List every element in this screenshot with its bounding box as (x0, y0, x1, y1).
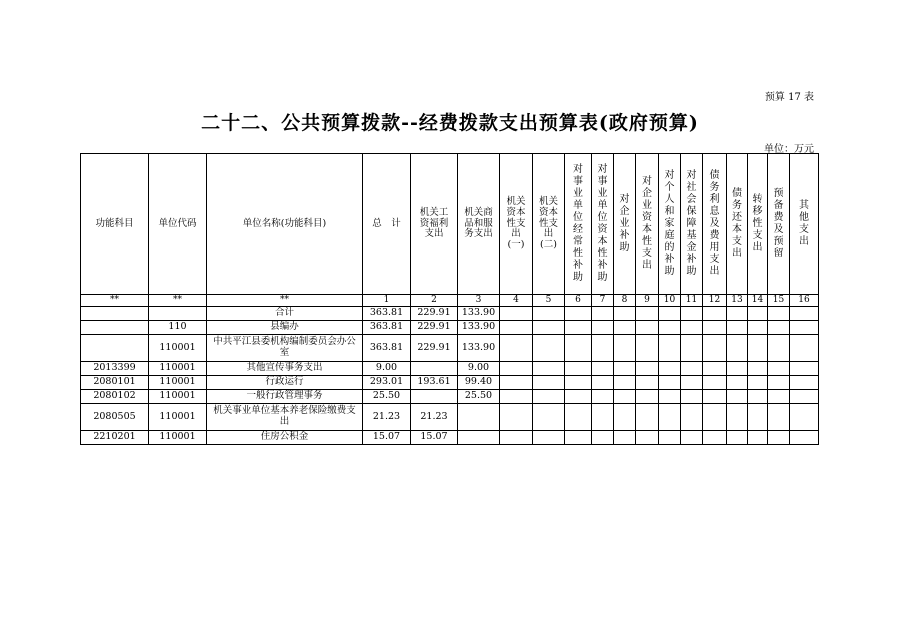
column-number-row (81, 295, 819, 307)
empty-cell (533, 431, 565, 445)
empty-cell (500, 321, 533, 335)
col-unit-code: 单位代码 (149, 154, 207, 295)
wages-cell (411, 362, 458, 376)
empty-cell (636, 376, 659, 390)
empty-cell (592, 335, 614, 362)
col-number: 8 (614, 295, 636, 307)
empty-cell (703, 335, 727, 362)
empty-cell (790, 307, 819, 321)
empty-cell (727, 307, 748, 321)
total-cell: 9.00 (363, 362, 411, 376)
unit-code-cell: 110001 (149, 362, 207, 376)
total-cell: 363.81 (363, 321, 411, 335)
empty-cell (614, 431, 636, 445)
empty-cell (703, 390, 727, 404)
empty-cell (636, 335, 659, 362)
empty-cell (703, 376, 727, 390)
empty-cell (748, 376, 768, 390)
empty-cell (565, 376, 592, 390)
empty-cell (592, 307, 614, 321)
col-number: 3 (458, 295, 500, 307)
unit-name-cell: 县编办 (207, 321, 363, 335)
col-goods-services: 机关商品和服务支出 (458, 154, 500, 295)
empty-cell (768, 431, 790, 445)
function-code-cell: 2080505 (81, 404, 149, 431)
goods-cell: 9.00 (458, 362, 500, 376)
empty-cell (727, 404, 748, 431)
col-number: ** (81, 295, 149, 307)
empty-cell (727, 362, 748, 376)
empty-cell (565, 335, 592, 362)
empty-cell (659, 390, 681, 404)
function-code-cell: 2080101 (81, 376, 149, 390)
col-capital-2: 机关资本性支出(二) (533, 154, 565, 295)
empty-cell (748, 321, 768, 335)
total-cell: 15.07 (363, 431, 411, 445)
unit-code-cell: 110 (149, 321, 207, 335)
col-total: 总 计 (363, 154, 411, 295)
empty-cell (533, 307, 565, 321)
empty-cell (565, 307, 592, 321)
empty-cell (659, 335, 681, 362)
col-number: 6 (565, 295, 592, 307)
empty-cell (703, 431, 727, 445)
total-cell: 363.81 (363, 307, 411, 321)
empty-cell (703, 321, 727, 335)
empty-cell (592, 376, 614, 390)
empty-cell (681, 404, 703, 431)
empty-cell (636, 390, 659, 404)
unit-name-cell: 中共平江县委机构编制委员会办公室 (207, 335, 363, 362)
empty-cell (533, 376, 565, 390)
unit-name-cell: 其他宣传事务支出 (207, 362, 363, 376)
empty-cell (727, 431, 748, 445)
empty-cell (592, 390, 614, 404)
empty-cell (565, 431, 592, 445)
col-number: 9 (636, 295, 659, 307)
empty-cell (681, 390, 703, 404)
col-number: 5 (533, 295, 565, 307)
empty-cell (636, 307, 659, 321)
budget-table (80, 153, 819, 445)
total-cell: 363.81 (363, 335, 411, 362)
empty-cell (592, 321, 614, 335)
empty-cell (614, 376, 636, 390)
empty-cell (768, 376, 790, 390)
col-function-code: 功能科目 (81, 154, 149, 295)
col-transfer: 转移性支出 (748, 154, 768, 295)
col-household-subsidy: 对个人和家庭的补助 (659, 154, 681, 295)
header-row (81, 154, 819, 295)
wages-cell: 229.91 (411, 307, 458, 321)
empty-cell (703, 307, 727, 321)
wages-cell: 193.61 (411, 376, 458, 390)
empty-cell (768, 321, 790, 335)
empty-cell (727, 376, 748, 390)
col-social-security-fund: 对社会保障基金补助 (681, 154, 703, 295)
empty-cell (748, 362, 768, 376)
unit-name-cell: 机关事业单位基本养老保险缴费支出 (207, 404, 363, 431)
empty-cell (592, 362, 614, 376)
table-row (81, 404, 819, 431)
empty-cell (592, 431, 614, 445)
empty-cell (500, 376, 533, 390)
empty-cell (500, 404, 533, 431)
empty-cell (565, 404, 592, 431)
empty-cell (727, 335, 748, 362)
unit-code-cell: 110001 (149, 335, 207, 362)
col-number: 7 (592, 295, 614, 307)
col-number: 1 (363, 295, 411, 307)
empty-cell (659, 307, 681, 321)
unit-name-cell: 住房公积金 (207, 431, 363, 445)
goods-cell: 133.90 (458, 307, 500, 321)
function-code-cell: 2013399 (81, 362, 149, 376)
empty-cell (500, 390, 533, 404)
total-cell: 25.50 (363, 390, 411, 404)
empty-cell (659, 404, 681, 431)
empty-cell (659, 431, 681, 445)
empty-cell (790, 376, 819, 390)
col-other: 其他支出 (790, 154, 819, 295)
goods-cell: 99.40 (458, 376, 500, 390)
col-number: ** (149, 295, 207, 307)
empty-cell (768, 362, 790, 376)
col-number: 2 (411, 295, 458, 307)
table-row (81, 431, 819, 445)
wages-cell: 15.07 (411, 431, 458, 445)
function-code-cell: 2210201 (81, 431, 149, 445)
empty-cell (748, 390, 768, 404)
empty-cell (681, 376, 703, 390)
empty-cell (790, 390, 819, 404)
empty-cell (659, 376, 681, 390)
empty-cell (790, 335, 819, 362)
table-row (81, 321, 819, 335)
col-number: 12 (703, 295, 727, 307)
empty-cell (681, 321, 703, 335)
total-cell: 21.23 (363, 404, 411, 431)
goods-cell: 133.90 (458, 335, 500, 362)
empty-cell (703, 362, 727, 376)
empty-cell (790, 321, 819, 335)
col-debt-interest: 债务利息及费用支出 (703, 154, 727, 295)
empty-cell (727, 321, 748, 335)
empty-cell (592, 404, 614, 431)
empty-cell (636, 362, 659, 376)
col-reserve: 预备费及预留 (768, 154, 790, 295)
empty-cell (636, 431, 659, 445)
col-number: 14 (748, 295, 768, 307)
empty-cell (614, 307, 636, 321)
empty-cell (748, 307, 768, 321)
empty-cell (533, 321, 565, 335)
empty-cell (768, 390, 790, 404)
col-number: 4 (500, 295, 533, 307)
goods-cell (458, 431, 500, 445)
col-number: 11 (681, 295, 703, 307)
col-enterprise-capital: 对企业资本性支出 (636, 154, 659, 295)
empty-cell (565, 362, 592, 376)
col-public-unit-subsidy: 对事业单位经常性补助 (565, 154, 592, 295)
empty-cell (614, 404, 636, 431)
unit-code-cell: 110001 (149, 376, 207, 390)
empty-cell (614, 362, 636, 376)
empty-cell (565, 321, 592, 335)
unit-code-cell: 110001 (149, 404, 207, 431)
goods-cell: 25.50 (458, 390, 500, 404)
col-number: ** (207, 295, 363, 307)
empty-cell (636, 404, 659, 431)
unit-name-cell: 合计 (207, 307, 363, 321)
col-public-unit-capital: 对事业单位资本性补助 (592, 154, 614, 295)
empty-cell (768, 335, 790, 362)
empty-cell (533, 390, 565, 404)
empty-cell (790, 404, 819, 431)
table-row (81, 362, 819, 376)
total-cell: 293.01 (363, 376, 411, 390)
goods-cell: 133.90 (458, 321, 500, 335)
table-row (81, 390, 819, 404)
wages-cell (411, 390, 458, 404)
document-title: 二十二、公共预算拨款--经费拨款支出预算表(政府预算) (201, 112, 699, 134)
empty-cell (614, 335, 636, 362)
empty-cell (500, 431, 533, 445)
wages-cell: 229.91 (411, 321, 458, 335)
empty-cell (681, 431, 703, 445)
empty-cell (703, 404, 727, 431)
table-row-total (81, 307, 819, 321)
function-code-cell (81, 321, 149, 335)
empty-cell (681, 307, 703, 321)
empty-cell (768, 404, 790, 431)
empty-cell (533, 404, 565, 431)
wages-cell: 21.23 (411, 404, 458, 431)
col-number: 10 (659, 295, 681, 307)
empty-cell (500, 335, 533, 362)
empty-cell (748, 335, 768, 362)
col-wages: 机关工资福利支出 (411, 154, 458, 295)
unit-name-cell: 一般行政管理事务 (207, 390, 363, 404)
empty-cell (614, 321, 636, 335)
col-enterprise-subsidy: 对企业补助 (614, 154, 636, 295)
table-row (81, 376, 819, 390)
col-number: 16 (790, 295, 819, 307)
unit-code-cell: 110001 (149, 390, 207, 404)
empty-cell (565, 390, 592, 404)
col-debt-principal: 债务还本支出 (727, 154, 748, 295)
function-code-cell (81, 335, 149, 362)
empty-cell (681, 362, 703, 376)
empty-cell (681, 335, 703, 362)
empty-cell (727, 390, 748, 404)
unit-code-cell: 110001 (149, 431, 207, 445)
function-code-cell: 2080102 (81, 390, 149, 404)
goods-cell (458, 404, 500, 431)
empty-cell (500, 362, 533, 376)
empty-cell (533, 335, 565, 362)
table-number: 预算 17 表 (764, 92, 814, 103)
col-number: 13 (727, 295, 748, 307)
empty-cell (768, 307, 790, 321)
col-unit-name: 单位名称(功能科目) (207, 154, 363, 295)
empty-cell (636, 321, 659, 335)
empty-cell (500, 307, 533, 321)
table-row (81, 335, 819, 362)
unit-name-cell: 行政运行 (207, 376, 363, 390)
col-capital-1: 机关资本性支出(一) (500, 154, 533, 295)
empty-cell (659, 362, 681, 376)
empty-cell (659, 321, 681, 335)
empty-cell (748, 431, 768, 445)
function-code-cell (81, 307, 149, 321)
unit-label: 单位：万元 (764, 144, 814, 155)
empty-cell (790, 362, 819, 376)
empty-cell (748, 404, 768, 431)
wages-cell: 229.91 (411, 335, 458, 362)
unit-code-cell (149, 307, 207, 321)
empty-cell (533, 362, 565, 376)
empty-cell (614, 390, 636, 404)
col-number: 15 (768, 295, 790, 307)
empty-cell (790, 431, 819, 445)
